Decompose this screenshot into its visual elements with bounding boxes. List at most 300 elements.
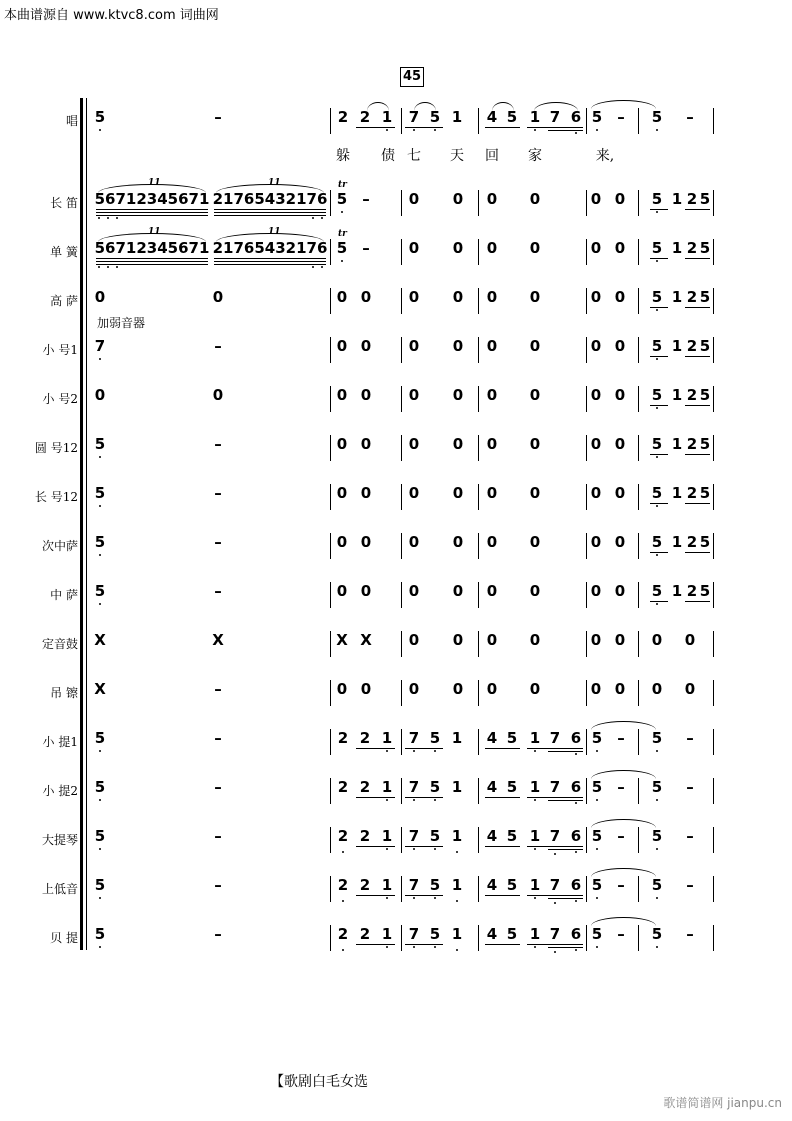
beam-underline bbox=[405, 895, 443, 896]
source-watermark: 本曲谱源自 www.ktvc8.com 词曲网 bbox=[4, 8, 219, 23]
melody-note: 5 bbox=[429, 876, 441, 894]
melody-note: 2 bbox=[337, 925, 349, 943]
octave-dot bbox=[99, 897, 101, 899]
part-note: 0 bbox=[590, 533, 602, 551]
beam-underline bbox=[405, 748, 443, 749]
octave-dot bbox=[99, 554, 101, 556]
beam-underline bbox=[650, 258, 668, 259]
octave-dot bbox=[656, 456, 658, 458]
beam-underline bbox=[214, 258, 326, 259]
barline bbox=[401, 778, 402, 804]
octave-dot bbox=[312, 217, 314, 219]
part-note: 0 bbox=[452, 337, 464, 355]
part-note: 0 bbox=[486, 435, 498, 453]
part-note: 2 bbox=[686, 190, 698, 208]
octave-dot bbox=[99, 505, 101, 507]
octave-dot bbox=[434, 848, 436, 850]
beam-underline bbox=[685, 258, 710, 259]
part-note: 1 bbox=[671, 582, 683, 600]
octave-dot bbox=[596, 946, 598, 948]
part-note: 0 bbox=[408, 190, 420, 208]
barline bbox=[478, 729, 479, 755]
slur-arc bbox=[591, 868, 656, 877]
beam-underline bbox=[485, 846, 520, 847]
cymbal-note: 0 bbox=[360, 680, 372, 698]
barline bbox=[638, 239, 639, 265]
melody-note: 5 bbox=[94, 925, 106, 943]
melody-note: 4 bbox=[486, 925, 498, 943]
beam-underline bbox=[356, 846, 395, 847]
barline bbox=[478, 190, 479, 216]
octave-dot bbox=[656, 407, 658, 409]
octave-dot bbox=[321, 217, 323, 219]
beam-underline bbox=[485, 748, 520, 749]
melody-note: – bbox=[617, 876, 625, 894]
octave-dot bbox=[656, 129, 658, 131]
tympani-note: X bbox=[336, 631, 348, 649]
part-note: 2 bbox=[686, 582, 698, 600]
tympani-note: X bbox=[212, 631, 224, 649]
octave-dot bbox=[456, 949, 458, 951]
barline bbox=[713, 239, 714, 265]
part-note: – bbox=[214, 533, 222, 551]
tympani-note: 0 bbox=[614, 631, 626, 649]
octave-dot bbox=[116, 266, 118, 268]
part-note: 5 bbox=[699, 435, 711, 453]
barline bbox=[586, 925, 587, 951]
cymbal-note: 0 bbox=[452, 680, 464, 698]
part-note: – bbox=[362, 190, 370, 208]
melody-note: 5 bbox=[591, 827, 603, 845]
octave-dot bbox=[575, 753, 577, 755]
beam-underline bbox=[650, 503, 668, 504]
melody-note: – bbox=[686, 729, 694, 747]
barline bbox=[713, 827, 714, 853]
beam-underline bbox=[405, 944, 443, 945]
beam-underline bbox=[96, 209, 208, 210]
beam-underline bbox=[485, 127, 520, 128]
part-note: 0 bbox=[408, 484, 420, 502]
melody-note: 5 bbox=[591, 778, 603, 796]
part-note: 0 bbox=[452, 386, 464, 404]
melody-note: 5 bbox=[591, 108, 603, 126]
octave-dot bbox=[99, 129, 101, 131]
instrument-label: 小 提1 bbox=[42, 735, 78, 749]
octave-dot bbox=[342, 851, 344, 853]
system-brace bbox=[80, 98, 83, 950]
part-note: 2 bbox=[686, 533, 698, 551]
cymbal-note: 0 bbox=[590, 680, 602, 698]
octave-dot bbox=[554, 902, 556, 904]
part-note: 2 bbox=[686, 435, 698, 453]
part-note: 1 bbox=[671, 337, 683, 355]
barline bbox=[713, 778, 714, 804]
barline bbox=[330, 582, 331, 608]
melody-note: 5 bbox=[506, 876, 518, 894]
barline bbox=[478, 925, 479, 951]
barline bbox=[330, 386, 331, 412]
melody-note: 5 bbox=[429, 925, 441, 943]
melody-note: 5 bbox=[591, 925, 603, 943]
melody-note: 7 bbox=[408, 108, 420, 126]
part-note: – bbox=[362, 239, 370, 257]
melody-note: – bbox=[686, 876, 694, 894]
barline bbox=[638, 876, 639, 902]
melody-note: 7 bbox=[549, 925, 561, 943]
octave-dot bbox=[321, 266, 323, 268]
melody-note: 5 bbox=[94, 827, 106, 845]
melody-note: 5 bbox=[429, 778, 441, 796]
melody-note: 7 bbox=[549, 729, 561, 747]
octave-dot bbox=[575, 949, 577, 951]
part-note: 0 bbox=[408, 288, 420, 306]
part-note: 1 bbox=[671, 190, 683, 208]
trill-mark: tr bbox=[338, 180, 347, 190]
beam-underline bbox=[214, 212, 326, 213]
melody-note: 1 bbox=[451, 778, 463, 796]
beam-underline bbox=[548, 898, 583, 899]
part-note: 0 bbox=[486, 288, 498, 306]
barline bbox=[713, 435, 714, 461]
melody-note: 5 bbox=[94, 876, 106, 894]
part-note: 0 bbox=[452, 533, 464, 551]
beam-underline bbox=[527, 797, 583, 798]
part-note: 0 bbox=[486, 337, 498, 355]
instrument-label: 贝 提 bbox=[50, 931, 78, 945]
part-note: 0 bbox=[529, 239, 541, 257]
melody-note: 1 bbox=[529, 778, 541, 796]
beam-underline bbox=[650, 356, 668, 357]
barline bbox=[713, 337, 714, 363]
barline bbox=[713, 288, 714, 314]
barline bbox=[713, 533, 714, 559]
octave-dot bbox=[413, 799, 415, 801]
tympani-note: 0 bbox=[486, 631, 498, 649]
barline bbox=[330, 435, 331, 461]
barline bbox=[401, 239, 402, 265]
footer-title: 【歌剧白毛女选 bbox=[270, 1074, 368, 1090]
octave-dot bbox=[656, 309, 658, 311]
barline bbox=[401, 729, 402, 755]
beam-underline bbox=[527, 895, 583, 896]
melody-note: 5 bbox=[94, 778, 106, 796]
melody-note: 5 bbox=[651, 876, 663, 894]
beam-underline bbox=[96, 258, 208, 259]
melody-note: 5 bbox=[94, 108, 106, 126]
part-note: – bbox=[214, 484, 222, 502]
part-note: 5 bbox=[651, 239, 663, 257]
part-note: 0 bbox=[94, 288, 106, 306]
instrument-label: 上低音 bbox=[41, 882, 78, 896]
barline bbox=[478, 386, 479, 412]
octave-dot bbox=[99, 750, 101, 752]
melody-note: 1 bbox=[451, 925, 463, 943]
barline bbox=[330, 533, 331, 559]
part-note: 0 bbox=[452, 484, 464, 502]
octave-dot bbox=[656, 946, 658, 948]
melody-note: 2 bbox=[337, 778, 349, 796]
part-note: 0 bbox=[529, 582, 541, 600]
octave-dot bbox=[575, 132, 577, 134]
octave-dot bbox=[554, 951, 556, 953]
octave-dot bbox=[413, 750, 415, 752]
barline bbox=[478, 582, 479, 608]
beam-underline bbox=[548, 130, 583, 131]
barline bbox=[586, 729, 587, 755]
barline bbox=[638, 386, 639, 412]
barline bbox=[638, 108, 639, 134]
beam-underline bbox=[685, 454, 710, 455]
melody-note: 2 bbox=[359, 729, 371, 747]
beam-underline bbox=[405, 846, 443, 847]
barline bbox=[586, 386, 587, 412]
barline bbox=[401, 190, 402, 216]
melody-note: 5 bbox=[506, 729, 518, 747]
melody-note: 5 bbox=[506, 778, 518, 796]
lyric-syllable: 来, bbox=[595, 148, 615, 164]
melody-note: 2 bbox=[359, 876, 371, 894]
barline bbox=[586, 680, 587, 706]
octave-dot bbox=[99, 603, 101, 605]
barline bbox=[638, 190, 639, 216]
octave-dot bbox=[596, 897, 598, 899]
instrument-label: 圆 号12 bbox=[34, 441, 78, 455]
melody-note: 1 bbox=[381, 925, 393, 943]
melody-note: – bbox=[617, 778, 625, 796]
part-note: 0 bbox=[486, 533, 498, 551]
cymbal-note: 0 bbox=[684, 680, 696, 698]
part-note: 5 bbox=[651, 533, 663, 551]
part-note: 5 bbox=[336, 190, 348, 208]
octave-dot bbox=[341, 260, 343, 262]
part-note: 0 bbox=[486, 582, 498, 600]
part-note: 0 bbox=[614, 484, 626, 502]
lyric-syllable: 天 bbox=[450, 148, 464, 164]
beam-underline bbox=[685, 503, 710, 504]
instrument-label: 小 号1 bbox=[42, 343, 78, 357]
part-note: 0 bbox=[452, 288, 464, 306]
part-note: 5 bbox=[699, 239, 711, 257]
octave-dot bbox=[575, 900, 577, 902]
barline bbox=[330, 631, 331, 657]
barline bbox=[401, 288, 402, 314]
barline bbox=[401, 827, 402, 853]
barline bbox=[478, 680, 479, 706]
barline bbox=[401, 386, 402, 412]
octave-dot bbox=[413, 848, 415, 850]
part-note: 0 bbox=[590, 190, 602, 208]
octave-dot bbox=[596, 848, 598, 850]
melody-note: 5 bbox=[651, 827, 663, 845]
lyric-syllable: 家 bbox=[528, 148, 542, 164]
part-note: 0 bbox=[614, 239, 626, 257]
part-note: 0 bbox=[529, 533, 541, 551]
tympani-note: 0 bbox=[408, 631, 420, 649]
part-note: 0 bbox=[590, 435, 602, 453]
melody-note: 4 bbox=[486, 778, 498, 796]
barline bbox=[713, 190, 714, 216]
part-note: 0 bbox=[360, 288, 372, 306]
beam-underline bbox=[650, 601, 668, 602]
beam-underline bbox=[96, 215, 208, 216]
barline bbox=[401, 337, 402, 363]
lyric-syllable: 七 bbox=[407, 148, 421, 164]
octave-dot bbox=[596, 750, 598, 752]
instrument-label: 长 笛 bbox=[50, 196, 78, 210]
barline bbox=[330, 729, 331, 755]
octave-dot bbox=[456, 851, 458, 853]
part-note: 0 bbox=[212, 288, 224, 306]
barline bbox=[713, 631, 714, 657]
barline bbox=[330, 484, 331, 510]
barline bbox=[330, 827, 331, 853]
instrument-label: 定音鼓 bbox=[41, 637, 78, 651]
barline bbox=[401, 876, 402, 902]
part-note: 5 bbox=[651, 386, 663, 404]
instrument-label: 吊 镲 bbox=[50, 686, 78, 700]
melody-note: 6 bbox=[570, 827, 582, 845]
barline bbox=[713, 386, 714, 412]
part-note: 5 bbox=[699, 190, 711, 208]
slur-arc bbox=[367, 102, 389, 111]
octave-dot bbox=[596, 799, 598, 801]
instrument-label: 小 号2 bbox=[42, 392, 78, 406]
part-note: 0 bbox=[590, 337, 602, 355]
part-note: 0 bbox=[360, 435, 372, 453]
barline bbox=[330, 288, 331, 314]
barline bbox=[638, 925, 639, 951]
barline bbox=[586, 190, 587, 216]
octave-dot bbox=[656, 260, 658, 262]
beam-underline bbox=[650, 405, 668, 406]
melody-note: 5 bbox=[651, 778, 663, 796]
part-note: – bbox=[214, 435, 222, 453]
octave-dot bbox=[116, 217, 118, 219]
melody-note: – bbox=[617, 925, 625, 943]
melody-note: 7 bbox=[408, 925, 420, 943]
beam-underline bbox=[214, 261, 326, 262]
part-note: 0 bbox=[336, 533, 348, 551]
octave-dot bbox=[534, 129, 536, 131]
part-note: 5 bbox=[651, 582, 663, 600]
octave-dot bbox=[98, 217, 100, 219]
melody-note: 5 bbox=[429, 729, 441, 747]
octave-dot bbox=[107, 266, 109, 268]
part-note: 0 bbox=[529, 386, 541, 404]
beam-underline bbox=[527, 127, 583, 128]
beam-underline bbox=[485, 944, 520, 945]
melody-note: 2 bbox=[337, 108, 349, 126]
melody-note: – bbox=[617, 729, 625, 747]
melody-note: 2 bbox=[337, 876, 349, 894]
tympani-note: 0 bbox=[651, 631, 663, 649]
beam-underline bbox=[685, 307, 710, 308]
barline bbox=[713, 582, 714, 608]
beam-underline bbox=[685, 405, 710, 406]
octave-dot bbox=[99, 456, 101, 458]
beam-underline bbox=[685, 601, 710, 602]
system-brace-thin bbox=[86, 98, 87, 950]
barline bbox=[401, 108, 402, 134]
melody-note: 6 bbox=[570, 925, 582, 943]
octave-dot bbox=[656, 603, 658, 605]
beam-underline bbox=[527, 748, 583, 749]
octave-dot bbox=[656, 211, 658, 213]
octave-dot bbox=[386, 129, 388, 131]
barline bbox=[586, 288, 587, 314]
melody-note: 7 bbox=[408, 827, 420, 845]
barline bbox=[330, 108, 331, 134]
part-note: 0 bbox=[94, 386, 106, 404]
part-note: 1 bbox=[671, 239, 683, 257]
barline bbox=[478, 337, 479, 363]
octave-dot bbox=[434, 750, 436, 752]
part-note: 0 bbox=[408, 337, 420, 355]
melody-note: – bbox=[214, 876, 222, 894]
melody-note: 1 bbox=[529, 876, 541, 894]
octave-dot bbox=[534, 750, 536, 752]
part-note: 0 bbox=[614, 582, 626, 600]
part-note: 0 bbox=[529, 484, 541, 502]
part-note: 0 bbox=[336, 337, 348, 355]
barline bbox=[586, 778, 587, 804]
octave-dot bbox=[99, 358, 101, 360]
octave-dot bbox=[534, 897, 536, 899]
barline bbox=[586, 876, 587, 902]
barline bbox=[586, 108, 587, 134]
tympani-note: X bbox=[360, 631, 372, 649]
part-note: 0 bbox=[590, 582, 602, 600]
beam-underline bbox=[548, 947, 583, 948]
melody-note: 5 bbox=[429, 108, 441, 126]
beam-underline bbox=[527, 944, 583, 945]
part-note: 1 bbox=[671, 533, 683, 551]
melody-note: 5 bbox=[651, 925, 663, 943]
barline bbox=[330, 925, 331, 951]
melody-note: 4 bbox=[486, 729, 498, 747]
melody-note: 1 bbox=[451, 729, 463, 747]
run-b: 21765432176 bbox=[212, 190, 328, 208]
cymbal-note: – bbox=[214, 680, 222, 698]
cymbal-note: 0 bbox=[336, 680, 348, 698]
melody-note: 4 bbox=[486, 827, 498, 845]
melody-note: 5 bbox=[429, 827, 441, 845]
melody-note: 7 bbox=[549, 778, 561, 796]
slur-arc bbox=[591, 917, 656, 926]
melody-note: 7 bbox=[549, 108, 561, 126]
barline bbox=[638, 680, 639, 706]
melody-note: 1 bbox=[451, 876, 463, 894]
tympani-note: 0 bbox=[452, 631, 464, 649]
barline bbox=[638, 337, 639, 363]
octave-dot bbox=[656, 897, 658, 899]
cymbal-note: 0 bbox=[408, 680, 420, 698]
octave-dot bbox=[554, 853, 556, 855]
barline bbox=[638, 435, 639, 461]
octave-dot bbox=[342, 900, 344, 902]
barline bbox=[586, 533, 587, 559]
mute-instruction: 加弱音器 bbox=[97, 316, 146, 330]
melody-note: 1 bbox=[381, 108, 393, 126]
melody-note: 1 bbox=[381, 778, 393, 796]
instrument-label: 唱 bbox=[65, 114, 78, 128]
part-note: 0 bbox=[590, 386, 602, 404]
part-note: 0 bbox=[360, 533, 372, 551]
lyric-syllable: 债 bbox=[381, 148, 395, 164]
melody-note: 1 bbox=[381, 729, 393, 747]
part-note: 5 bbox=[699, 582, 711, 600]
barline bbox=[713, 925, 714, 951]
